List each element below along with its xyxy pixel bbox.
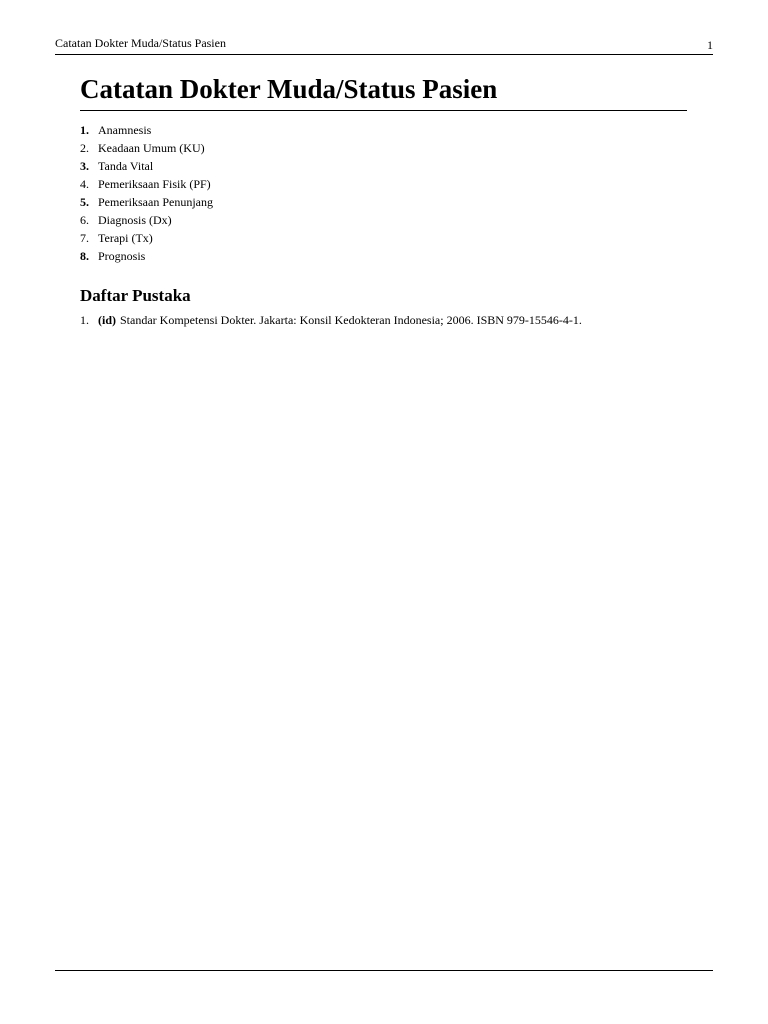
- list-item: [80, 247, 687, 265]
- section-list: [80, 121, 687, 265]
- running-header: [55, 36, 713, 55]
- list-item: [80, 157, 687, 175]
- list-item-number: 5.: [80, 195, 89, 209]
- list-item-label: Prognosis: [98, 249, 146, 263]
- page-content: [80, 74, 687, 328]
- reference-text: Standar Kompetensi Dokter. Jakarta: Konsil Kedokteran Indonesia; 2006. ISBN 979-15546-4-1.: [120, 313, 582, 327]
- reference-number: 1.: [80, 313, 89, 327]
- list-item-label: Keadaan Umum (KU): [98, 141, 205, 155]
- list-item-number: 3.: [80, 159, 89, 173]
- list-item-label: Diagnosis (Dx): [98, 213, 172, 227]
- list-item: [80, 193, 687, 211]
- list-item-number: 7.: [80, 231, 89, 245]
- list-item-number: 4.: [80, 177, 89, 191]
- list-item: [80, 175, 687, 193]
- references-heading: Daftar Pustaka: [80, 286, 191, 305]
- list-item: [80, 139, 687, 157]
- list-item-number: 6.: [80, 213, 89, 227]
- list-item: [80, 211, 687, 229]
- list-item-label: Anamnesis: [98, 123, 152, 137]
- reference-tag: (id): [98, 313, 116, 327]
- list-item-label: Pemeriksaan Penunjang: [98, 195, 213, 209]
- reference-item: [80, 312, 687, 328]
- list-item-label: Pemeriksaan Fisik (PF): [98, 177, 211, 191]
- references-list: [80, 312, 687, 328]
- list-item-number: 8.: [80, 249, 89, 263]
- list-item-label: Terapi (Tx): [98, 231, 153, 245]
- page-number: 1: [707, 38, 713, 52]
- page-title: Catatan Dokter Muda/Status Pasien: [80, 74, 687, 111]
- list-item-number: 2.: [80, 141, 89, 155]
- list-item-label: Tanda Vital: [98, 159, 154, 173]
- footer-rule: [55, 970, 713, 971]
- list-item-number: 1.: [80, 123, 89, 137]
- list-item: [80, 229, 687, 247]
- list-item: [80, 121, 687, 139]
- running-title: Catatan Dokter Muda/Status Pasien: [55, 36, 226, 50]
